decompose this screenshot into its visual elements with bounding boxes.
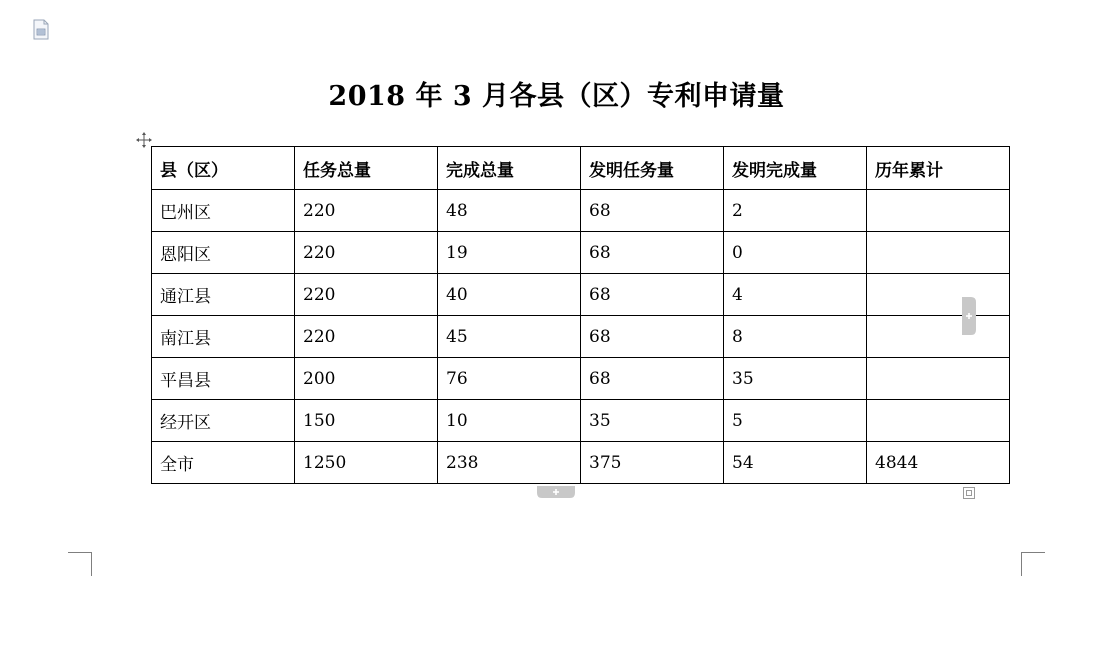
document-icon	[33, 19, 49, 40]
table-cell[interactable]: 恩阳区	[152, 232, 295, 274]
table-cell[interactable]: 220	[295, 232, 438, 274]
table-cell[interactable]: 68	[581, 316, 724, 358]
table-cell[interactable]: 1250	[295, 442, 438, 484]
table-cell[interactable]: 76	[438, 358, 581, 400]
table-cell[interactable]	[867, 400, 1010, 442]
add-row-icon[interactable]	[537, 486, 575, 498]
table-cell[interactable]: 220	[295, 190, 438, 232]
table-cell[interactable]: 巴州区	[152, 190, 295, 232]
table-cell[interactable]: 54	[724, 442, 867, 484]
table-row	[152, 190, 1010, 232]
table-cell[interactable]: 4	[724, 274, 867, 316]
table-cell[interactable]: 48	[438, 190, 581, 232]
table-header-row	[152, 147, 1010, 190]
table-row	[152, 316, 1010, 358]
add-column-icon[interactable]	[962, 297, 976, 335]
table-cell[interactable]	[867, 358, 1010, 400]
page-corner-mark	[68, 552, 92, 576]
table-cell[interactable]: 10	[438, 400, 581, 442]
table-cell[interactable]: 经开区	[152, 400, 295, 442]
table-cell[interactable]: 68	[581, 274, 724, 316]
table-cell[interactable]: 35	[581, 400, 724, 442]
table-cell[interactable]: 238	[438, 442, 581, 484]
table-cell[interactable]: 35	[724, 358, 867, 400]
header-cell[interactable]: 历年累计	[867, 147, 1010, 190]
table-cell[interactable]: 全市	[152, 442, 295, 484]
table-cell[interactable]: 220	[295, 316, 438, 358]
table-cell[interactable]: 220	[295, 274, 438, 316]
table-cell[interactable]: 40	[438, 274, 581, 316]
document-title: 2018 年 3 月各县（区）专利申请量	[328, 81, 785, 112]
table-cell[interactable]	[867, 316, 1010, 358]
table-row	[152, 358, 1010, 400]
table-cell[interactable]: 南江县	[152, 316, 295, 358]
table-cell[interactable]: 375	[581, 442, 724, 484]
table-cell[interactable]: 68	[581, 358, 724, 400]
table-cell[interactable]	[867, 190, 1010, 232]
patent-table	[151, 146, 1010, 484]
table-cell[interactable]: 45	[438, 316, 581, 358]
header-cell[interactable]: 发明任务量	[581, 147, 724, 190]
header-cell[interactable]: 任务总量	[295, 147, 438, 190]
table-cell[interactable]: 平昌县	[152, 358, 295, 400]
header-cell[interactable]: 完成总量	[438, 147, 581, 190]
table-cell[interactable]: 200	[295, 358, 438, 400]
table-cell[interactable]: 2	[724, 190, 867, 232]
table-cell[interactable]	[867, 232, 1010, 274]
table-cell[interactable]: 5	[724, 400, 867, 442]
header-cell[interactable]: 县（区）	[152, 147, 295, 190]
table-cell[interactable]: 通江县	[152, 274, 295, 316]
table-cell[interactable]: 4844	[867, 442, 1010, 484]
table-cell[interactable]: 68	[581, 190, 724, 232]
table-cell[interactable]: 8	[724, 316, 867, 358]
table-row	[152, 232, 1010, 274]
page-corner-mark	[1021, 552, 1045, 576]
table-resize-icon[interactable]	[963, 487, 975, 499]
header-cell[interactable]: 发明完成量	[724, 147, 867, 190]
table-move-handle-icon[interactable]	[136, 132, 152, 148]
table-cell[interactable]: 0	[724, 232, 867, 274]
table-total-row	[152, 442, 1010, 484]
table-row	[152, 400, 1010, 442]
table-row	[152, 274, 1010, 316]
table-cell[interactable]: 68	[581, 232, 724, 274]
table-cell[interactable]: 19	[438, 232, 581, 274]
table-cell[interactable]: 150	[295, 400, 438, 442]
table-cell[interactable]	[867, 274, 1010, 316]
